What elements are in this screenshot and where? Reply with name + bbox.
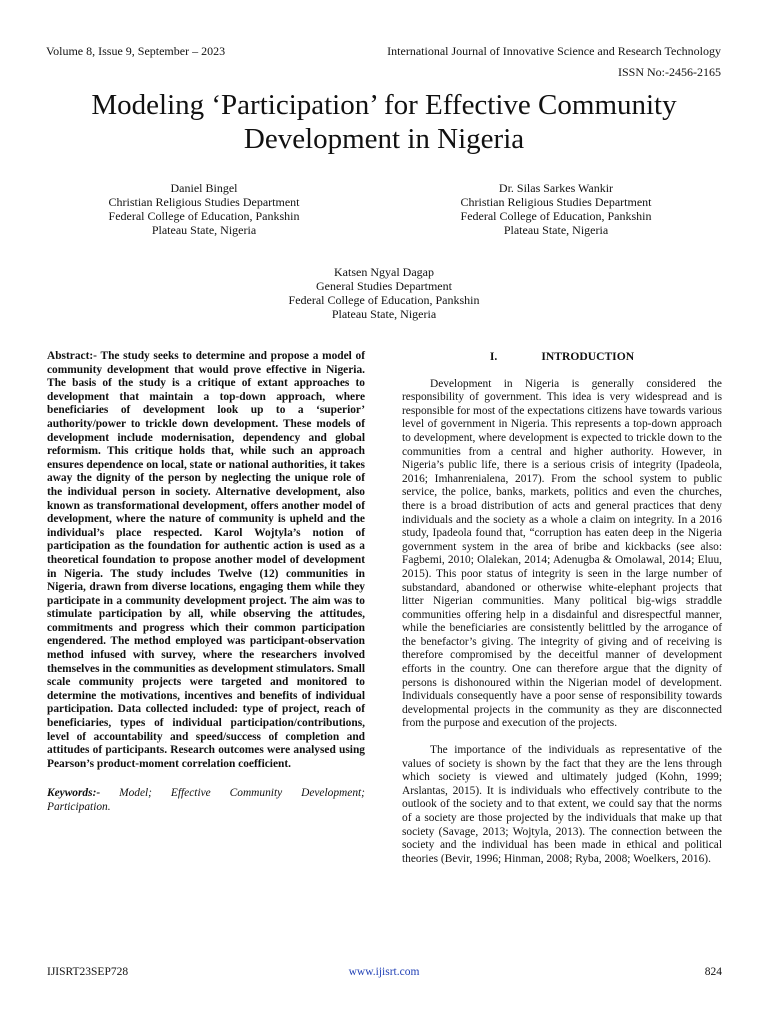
keywords-text: Model; Effective Community Development; Participation.	[47, 787, 365, 813]
abstract-text: The study seeks to determine and propose a model of community development that would prove effective in Nigeria. The basis of the study is a critique of extant approaches to development that maintain a top-down approach, where beneficiaries of development look up to a ‘superior’ authority/power to trickle down development. These models of development include modernisation, dependency and global reformism. This critique holds that, while such an approach ensures dependence on local, state or national authorities, it takes away the dignity of the person by neglecting the unique role of the individual person in society. Alternative development, also known as transformational development, offers another model of development, where the nature of community is upheld and the individual’s place respected. Karol Wojtyla’s notion of participation as the foundation for authentic action is used as a theoretical foundation to propose another model of development in Nigeria. The study includes Twelve (12) communities in Nigeria, drawn from diverse locations, engaging them while they participate in a community development project. The aim was to stimulate participation by all, while observing the attitudes, commitments and progress which their common participation engendered. The method employed was participant-observation method infused with survey, where the researchers involved themselves in the communities as development stimulators. Small scale community projects were targeted and monitored to determine the motivations, incentives and benefits of individual participation. Data collected included: type of project, reach of beneficiaries, types of individual participation/contributions, level of accountability and speed/success of completion and attitudes of participants. Research outcomes were analysed using Pearson’s product-moment correlation coefficient.	[47, 350, 365, 770]
left-column	[47, 350, 365, 815]
footer-website-link[interactable]: www.ijisrt.com	[348, 966, 420, 978]
author-block-3	[234, 265, 534, 321]
section-heading-introduction	[402, 350, 722, 364]
header-volume-issue: Volume 8, Issue 9, September – 2023	[46, 44, 226, 58]
right-column	[402, 350, 722, 866]
footer-paper-id: IJISRT23SEP728	[47, 966, 129, 978]
keywords-label: Keywords:-	[47, 787, 101, 800]
header-issn: ISSN No:-2456-2165	[617, 65, 721, 79]
author-institution: Federal College of Education, Pankshin	[108, 209, 300, 223]
intro-paragraph-2: The importance of the individuals as representative of the values of society is shown by the fact that they are the lens through which society is viewed and ultimately judged (Kohn, 1999; Arslantas, 2015). It is individuals who effectively contribute to the outlook of the society and to that extent, we could say that the norms of a society are those projected by the individuals that make up that society (Savage, 2013; Wojtyla, 2013). The connection between the society and the individual has been made in ethical and political theories (Bevir, 1996; Hinman, 2008; Ryba, 2008; Woelkers, 2016).	[402, 744, 722, 865]
author-location: Plateau State, Nigeria	[331, 307, 437, 321]
author-location: Plateau State, Nigeria	[503, 223, 609, 237]
author-block-1	[64, 181, 344, 237]
paper-title: Modeling ‘Participation’ for Effective Community Development in Nigeria	[91, 89, 677, 155]
keywords	[47, 787, 365, 814]
header-journal-name: International Journal of Innovative Science and Research Technology	[387, 44, 721, 58]
footer-page-number: 824	[704, 966, 722, 978]
author-department: Christian Religious Studies Department	[460, 195, 652, 209]
author-name: Dr. Silas Sarkes Wankir	[498, 181, 614, 195]
author-location: Plateau State, Nigeria	[151, 223, 257, 237]
author-institution: Federal College of Education, Pankshin	[288, 293, 480, 307]
section-number: I.	[489, 350, 498, 363]
author-name: Daniel Bingel	[170, 181, 238, 195]
intro-paragraph-1: Development in Nigeria is generally considered the responsibility of government. This idea is very widespread and is responsible for most of the expectations citizens have towards various level of government in Nigeria. This represents a top-down approach to development, where development is expected to trickle down to the communities from a central and higher authority. However, in Nigeria’s public life, there is a serious crisis of integrity (Ipadeola, 2016; Imhanrenialena, 2017). From the school system to public service, the police, banks, markets, politics and even the churches, there is a broad distribution of acts and general practices that deny individuals and the society as a whole a claim on integrity. In a 2016 study, Ipadeola found that, “corruption has eaten deep in the Nigeria government system in the area of bribe and kickbacks (see also: Fagbemi, 2010; Olalekan, 2014; Adenugba & Omolawal, 2014; Eluu, 2015). This poor status of integrity is seen in the large number of substandard, abandoned or otherwise white-elephant projects that litter Nigerian communities. Many political big-wigs straddle communities offering help in a disdainful and disrespectful manner, while the beneficiaries are consistently belittled by the arrogance of the benefactor’s giving. The integrity of giving and of receiving is therefore compromised by the deceitful manner of development efforts in the country. One can therefore argue that the dignity of persons is dishonoured within the Nigerian model of development. Individuals consequently have a poor sense of responsibility towards developmental projects in the community as they are disconnected from the purpose and execution of the projects.	[402, 377, 722, 730]
abstract	[47, 350, 365, 771]
author-department: Christian Religious Studies Department	[108, 195, 300, 209]
author-block-2	[416, 181, 696, 237]
author-name: Katsen Ngyal Dagap	[334, 265, 434, 279]
abstract-label: Abstract:-	[47, 350, 97, 362]
author-department: General Studies Department	[316, 279, 452, 293]
author-institution: Federal College of Education, Pankshin	[460, 209, 652, 223]
section-title: INTRODUCTION	[541, 350, 635, 363]
